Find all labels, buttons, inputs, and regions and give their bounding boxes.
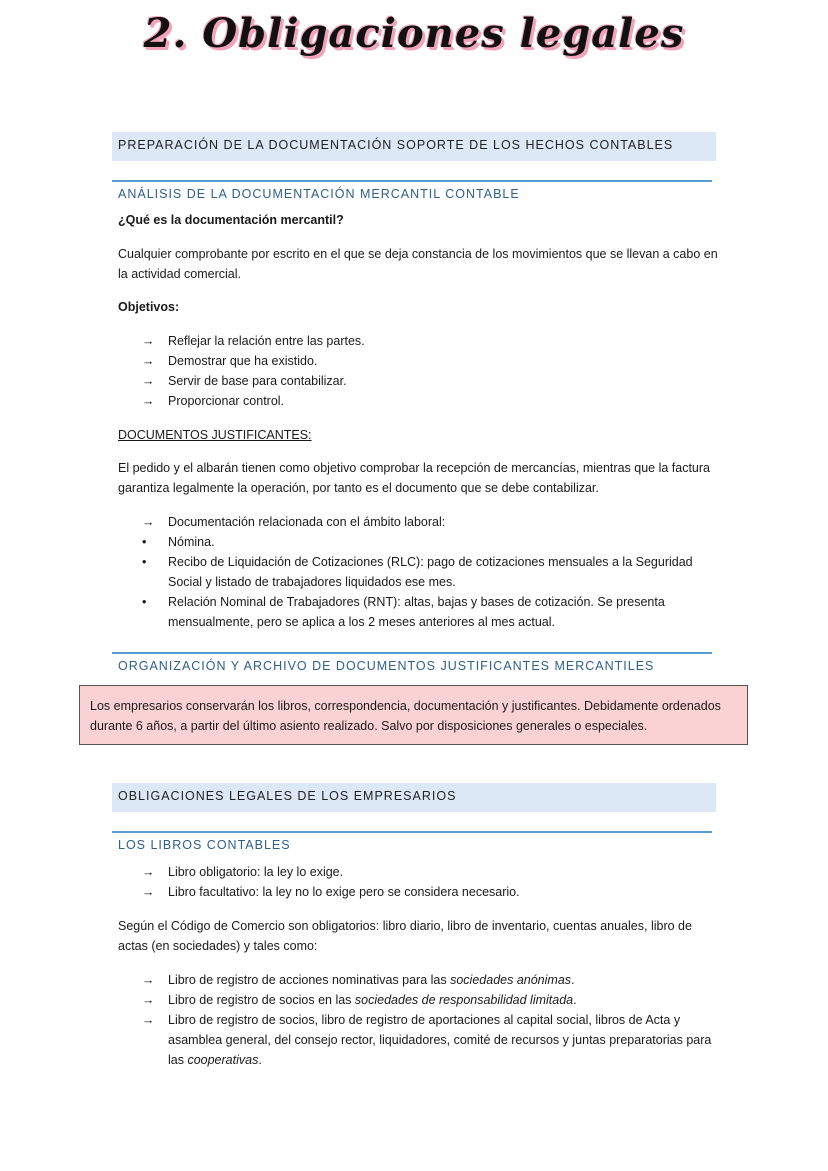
question-text: ¿Qué es la documentación mercantil? [118, 213, 344, 227]
labor-items-list [118, 532, 718, 632]
bullet-icon: • [142, 535, 147, 549]
objectives-list [118, 331, 718, 411]
arrow-icon: → [142, 885, 155, 899]
bullet-icon: • [142, 555, 147, 569]
list-item: → Demostrar que ha existido. [118, 351, 718, 371]
list-item: • Nómina. [118, 532, 718, 552]
documents-text: El pedido y el albarán tienen como objetivo comprobar la recepción de mercancías, mientras que la factura garantiza legalmente la operación, por tanto es el documento que se debe contabilizar. [118, 461, 710, 495]
list-item: → Reflejar la relación entre las partes. [118, 331, 718, 351]
section-heading-obligations: OBLIGACIONES LEGALES DE LOS EMPRESARIOS [112, 783, 716, 812]
arrow-icon: → [142, 515, 155, 529]
page-title: 2. Obligaciones legales [143, 10, 685, 57]
book-types-list [118, 862, 718, 902]
definition-text: Cualquier comprobante por escrito en el que se deja constancia de los movimientos que se llevan a cabo en la actividad comercial. [118, 247, 718, 281]
list-item: → Libro obligatorio: la ley lo exige. [118, 862, 718, 882]
arrow-icon: → [142, 865, 155, 879]
arrow-icon: → [142, 993, 155, 1007]
list-item: → Proporcionar control. [118, 391, 718, 411]
retention-callout: Los empresarios conservarán los libros, correspondencia, documentación y justificantes. Debidamente ordenados durante 6 años, a partir del último asiento realizado. Salvo por disposiciones generales o especiales. [79, 685, 748, 745]
arrow-icon: → [142, 334, 155, 348]
subheading-analysis: ANÁLISIS DE LA DOCUMENTACIÓN MERCANTIL CONTABLE [112, 180, 712, 201]
arrow-icon: → [142, 354, 155, 368]
labor-label-list [118, 512, 718, 532]
list-item: → Libro de registro de acciones nominativas para las sociedades anónimas. [118, 970, 718, 990]
subheading-organization: ORGANIZACIÓN Y ARCHIVO DE DOCUMENTOS JUSTIFICANTES MERCANTILES [112, 652, 712, 673]
list-item: → Libro facultativo: la ley no lo exige pero se considera necesario. [118, 882, 718, 902]
commerce-code-text: Según el Código de Comercio son obligatorios: libro diario, libro de inventario, cuentas anuales, libro de actas (en sociedades) y tales como: [118, 919, 692, 953]
subheading-books: LOS LIBROS CONTABLES [112, 831, 712, 852]
list-item: → Libro de registro de socios en las sociedades de responsabilidad limitada. [118, 990, 718, 1010]
arrow-icon: → [142, 394, 155, 408]
registers-list [118, 970, 718, 1070]
bullet-icon: • [142, 595, 147, 609]
objectives-label: Objetivos: [118, 300, 180, 314]
documents-label: DOCUMENTOS JUSTIFICANTES: [118, 428, 312, 442]
list-item: → Libro de registro de socios, libro de registro de aportaciones al capital social, libros de Acta y asamblea general, del consejo rector, liquidadores, comité de recursos y juntas preparatorias para las cooperativas. [118, 1010, 718, 1070]
list-item: → Servir de base para contabilizar. [118, 371, 718, 391]
section-heading-documentation: PREPARACIÓN DE LA DOCUMENTACIÓN SOPORTE DE LOS HECHOS CONTABLES [112, 132, 716, 161]
arrow-icon: → [142, 973, 155, 987]
list-item: • Relación Nominal de Trabajadores (RNT): altas, bajas y bases de cotización. Se presenta mensualmente, pero se aplica a los 2 meses anteriores al mes actual. [118, 592, 718, 632]
arrow-icon: → [142, 374, 155, 388]
list-item: • Recibo de Liquidación de Cotizaciones (RLC): pago de cotizaciones mensuales a la Seguridad Social y listado de trabajadores liquidados ese mes. [118, 552, 718, 592]
arrow-icon: → [142, 1013, 155, 1027]
list-item: → Documentación relacionada con el ámbito laboral: [118, 512, 718, 532]
